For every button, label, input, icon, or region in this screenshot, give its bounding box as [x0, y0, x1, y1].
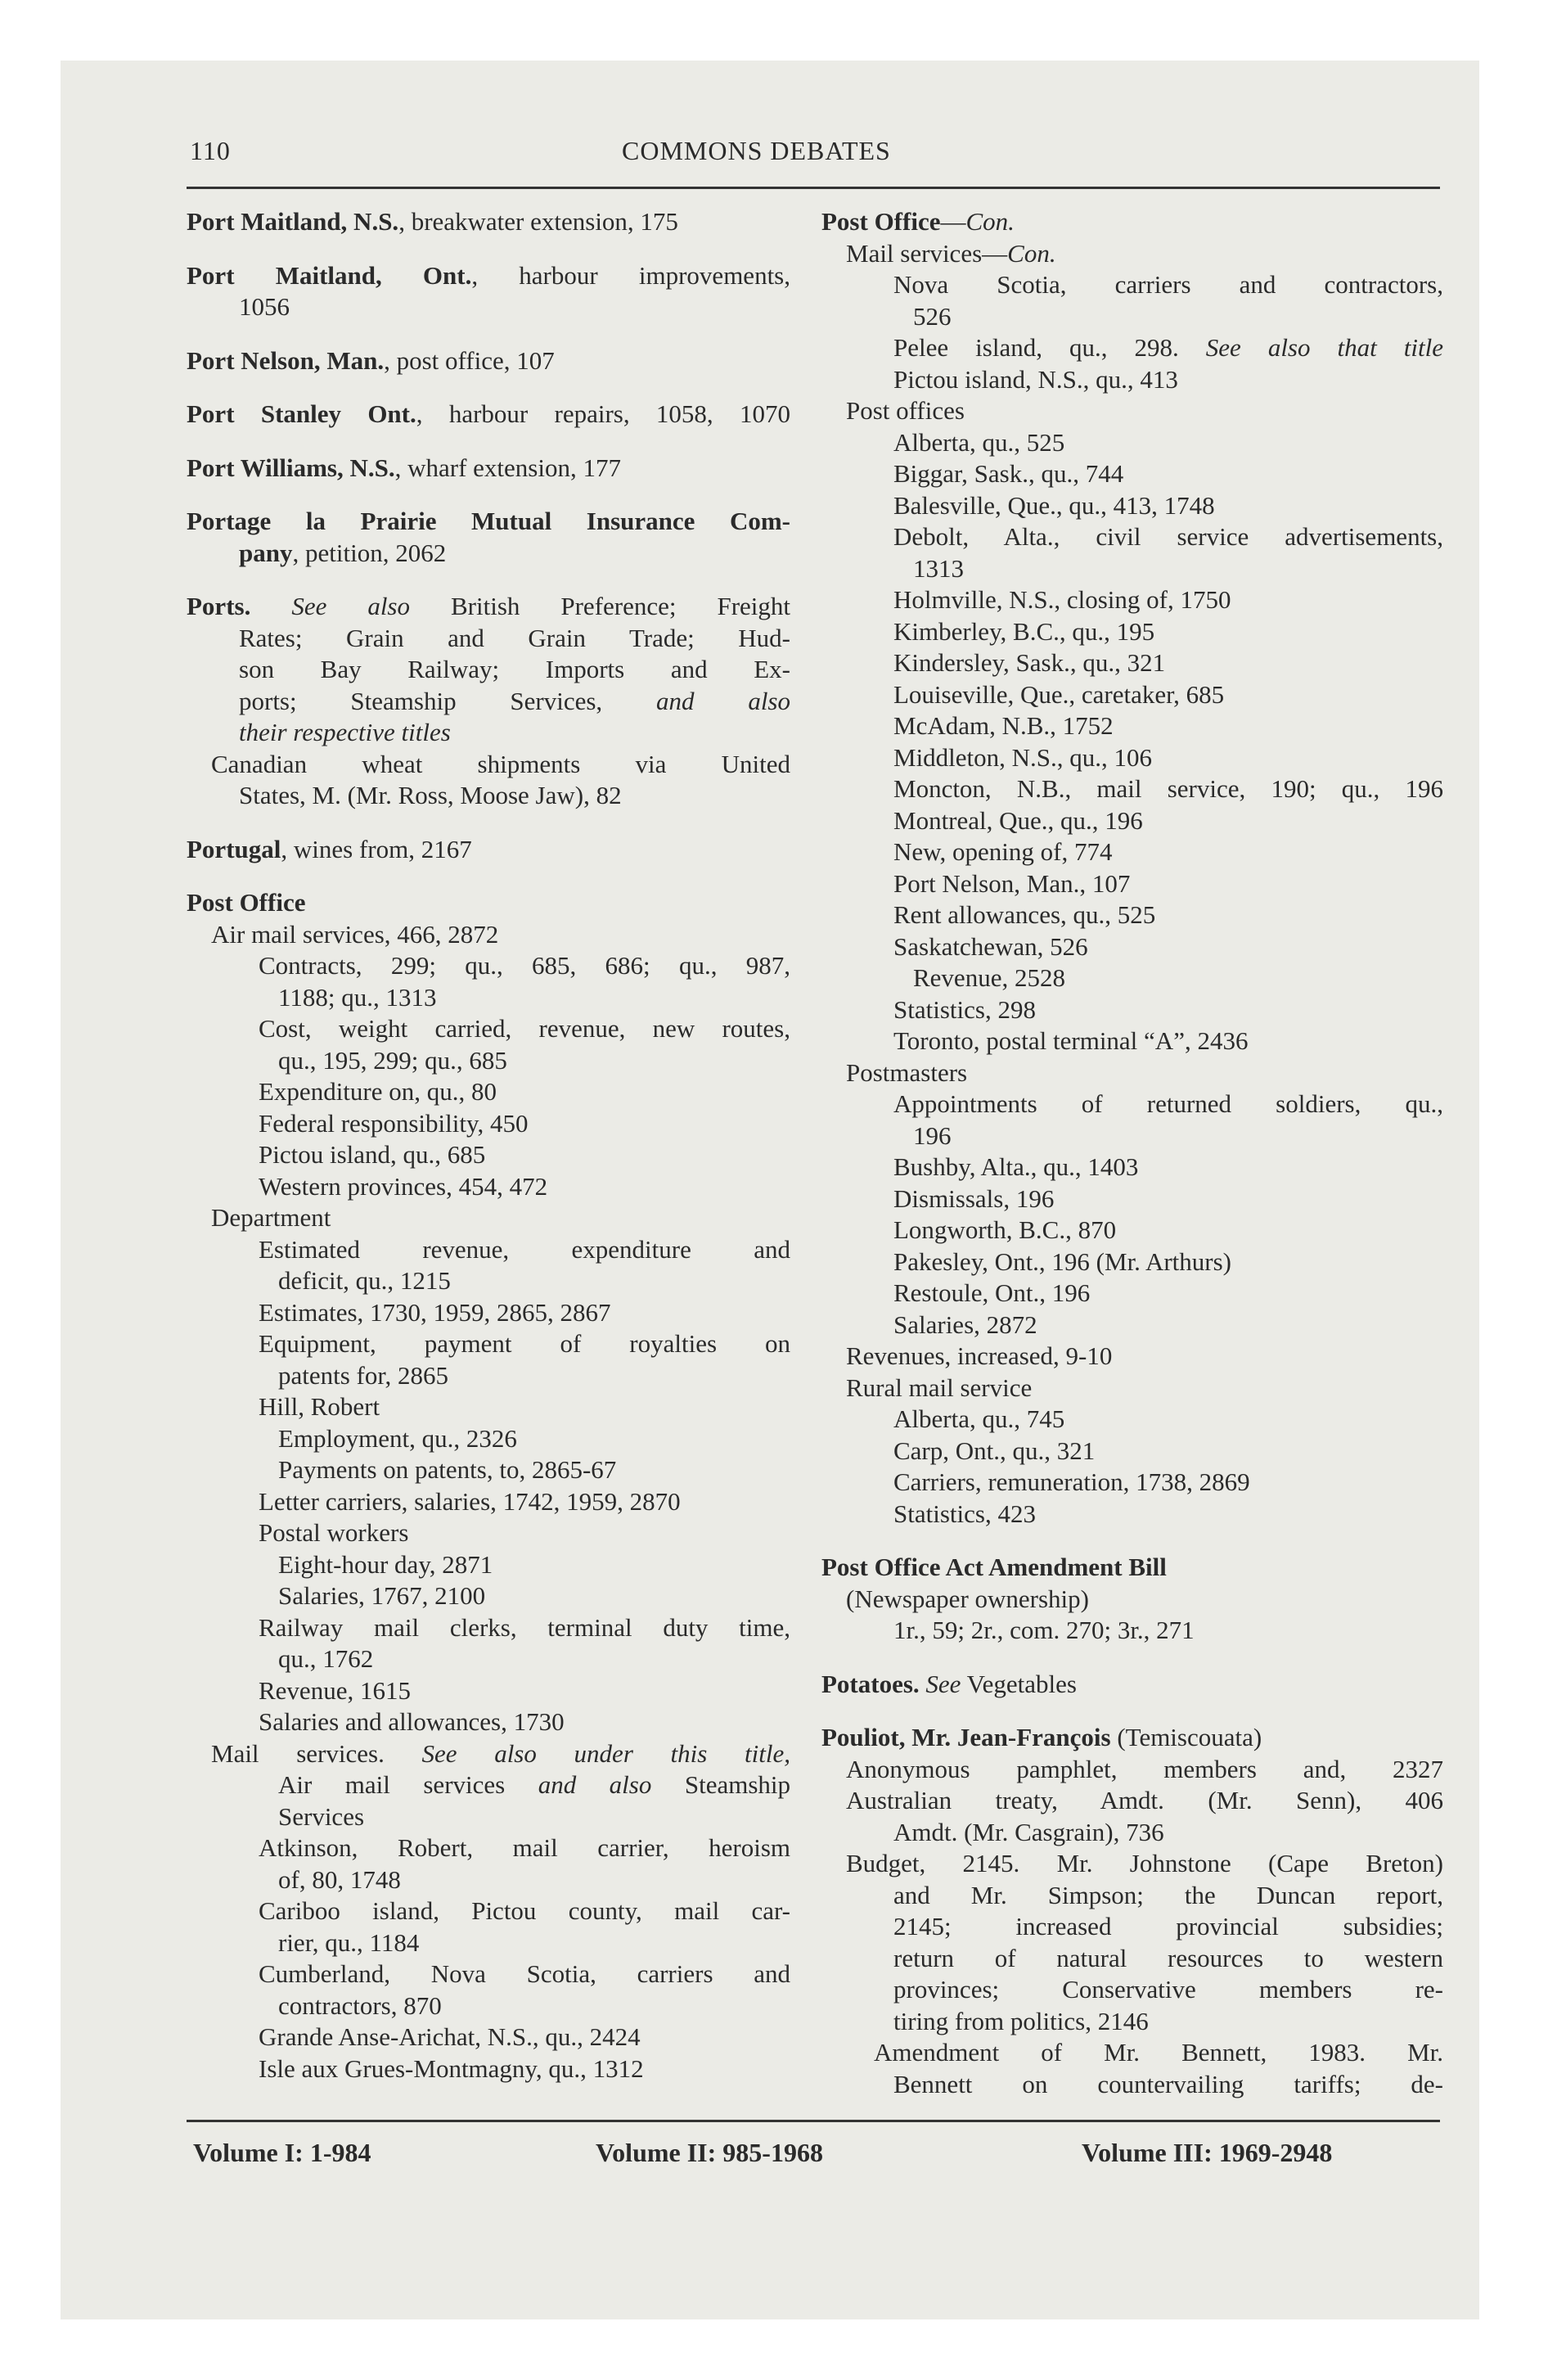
- index-heading-line: [187, 453, 790, 485]
- index-text: Air mail services, 466, 2872: [211, 919, 499, 949]
- index-text: Kimberley, B.C., qu., 195: [893, 616, 1155, 646]
- index-subentry-line: [187, 717, 790, 749]
- index-subentry-line: [187, 686, 790, 718]
- index-subentry-line: [821, 836, 1443, 868]
- index-text: Western provinces, 454, 472: [259, 1171, 548, 1201]
- index-text: Pelee island, qu., 298. See also that title: [893, 333, 1443, 362]
- index-subentry-line: [187, 1265, 790, 1297]
- entry-gap: [187, 323, 790, 345]
- index-text: provinces; Conservative members re-: [893, 1975, 1443, 2004]
- index-heading: Port Maitland, N.S.: [187, 207, 399, 236]
- index-subentry-line: [821, 364, 1443, 396]
- index-text: Cariboo island, Pictou county, mail car-: [259, 1896, 790, 1925]
- index-text: Revenues, increased, 9-10: [846, 1341, 1113, 1370]
- index-heading-line: [187, 591, 790, 623]
- index-text: Services: [278, 1801, 365, 1831]
- footer-volume-1: Volume I: 1-984: [193, 2138, 371, 2167]
- index-text: 1r., 59; 2r., com. 270; 3r., 271: [893, 1616, 1195, 1644]
- index-subentry-line: [821, 1215, 1443, 1246]
- index-subentry-line: [821, 301, 1443, 333]
- entry-gap: [821, 1530, 1443, 1552]
- index-subentry-line: [187, 1234, 790, 1266]
- index-subentry-line: [187, 1139, 790, 1171]
- index-subentry-line: [187, 1517, 790, 1549]
- footer-volume-3: Volume III: 1969-2948: [1082, 2138, 1333, 2167]
- index-text: Montreal, Que., qu., 196: [893, 805, 1143, 835]
- index-subentry-line: [821, 962, 1443, 994]
- index-subentry-line: [187, 950, 790, 982]
- index-text: McAdam, N.B., 1752: [893, 711, 1114, 740]
- index-text: Restoule, Ont., 196: [893, 1278, 1091, 1307]
- index-subentry-line: [821, 679, 1443, 711]
- index-subentry-line: [187, 1580, 790, 1612]
- index-text: qu., 195, 299; qu., 685: [278, 1045, 507, 1075]
- index-text: Equipment, payment of royalties on: [259, 1329, 790, 1358]
- index-heading-line: [187, 506, 790, 538]
- index-subentry-line: [187, 1643, 790, 1675]
- index-subentry-line: [187, 1486, 790, 1518]
- index-text: (Temiscouata): [1110, 1723, 1262, 1751]
- entry-gap: [187, 865, 790, 887]
- index-subentry-line: [821, 1584, 1443, 1616]
- index-text: States, M. (Mr. Ross, Moose Jaw), 82: [239, 781, 622, 809]
- index-heading: Portage la Prairie Mutual Insurance Com-: [187, 507, 790, 535]
- index-text: Air mail services and also Steamship: [278, 1770, 790, 1799]
- index-text: Statistics, 298: [893, 994, 1036, 1024]
- index-text: New, opening of, 774: [893, 837, 1113, 866]
- index-subentry-line: [187, 1549, 790, 1581]
- index-subentry-line: [821, 931, 1443, 963]
- index-subentry-line: [821, 490, 1443, 522]
- index-heading: Port Maitland, Ont.: [187, 260, 472, 290]
- index-subentry-line: [821, 1467, 1443, 1499]
- index-heading: Port Stanley Ont.: [187, 399, 416, 428]
- index-heading-line: [187, 345, 790, 377]
- index-subentry-line: [821, 710, 1443, 742]
- index-subentry-line: [187, 982, 790, 1014]
- index-subentry-line: [187, 1612, 790, 1644]
- index-text: Balesville, Que., qu., 413, 1748: [893, 490, 1215, 520]
- index-text: their respective titles: [239, 718, 451, 746]
- index-subentry-line: [821, 1499, 1443, 1530]
- index-heading-line: [187, 399, 790, 430]
- index-text: Amdt. (Mr. Casgrain), 736: [893, 1817, 1164, 1846]
- index-text: return of natural resources to western: [893, 1943, 1443, 1972]
- index-subentry-line: [187, 919, 790, 951]
- index-subentry-line: [187, 1171, 790, 1203]
- index-subentry-line: [187, 1738, 790, 1770]
- index-text: Rates; Grain and Grain Trade; Hud-: [239, 623, 790, 652]
- index-text: , breakwater extension, 175: [398, 207, 678, 236]
- index-text: (Newspaper ownership): [846, 1584, 1089, 1613]
- index-subentry-line: [187, 749, 790, 781]
- index-text: , post office, 107: [384, 345, 555, 375]
- index-text: Kindersley, Sask., qu., 321: [893, 648, 1166, 677]
- index-heading-line: [187, 834, 790, 866]
- index-text: Isle aux Grues-Montmagny, qu., 1312: [259, 2053, 644, 2083]
- index-text: 1056: [239, 292, 290, 321]
- index-heading: Pouliot, Mr. Jean-François: [821, 1723, 1111, 1751]
- index-text: Estimated revenue, expenditure and: [259, 1234, 790, 1264]
- index-subentry-line: [187, 1801, 790, 1833]
- index-subentry-line: [821, 1341, 1443, 1373]
- index-text: Payments on patents, to, 2865-67: [278, 1455, 617, 1484]
- index-subentry-line: [821, 2006, 1443, 2038]
- footer-rule: [187, 2120, 1440, 2122]
- index-heading-line: [187, 887, 790, 919]
- entry-gap: [821, 1647, 1443, 1669]
- index-subentry-line: [187, 1832, 790, 1864]
- index-subentry-line: [821, 1974, 1443, 2006]
- index-text: See also British Preference; Freight: [291, 592, 790, 620]
- index-subentry-line: [821, 1754, 1443, 1786]
- index-subentry-line: [821, 773, 1443, 805]
- index-subentry-line: [821, 1880, 1443, 1912]
- index-subentry-line: [821, 1615, 1443, 1647]
- index-subentry-line: [821, 1785, 1443, 1817]
- index-text: Mail services—Con.: [846, 238, 1056, 268]
- index-heading: Potatoes.: [821, 1669, 920, 1698]
- index-text: Port Nelson, Man., 107: [893, 868, 1131, 898]
- index-text: Longworth, B.C., 870: [893, 1215, 1117, 1244]
- index-text: —Con.: [940, 207, 1015, 236]
- index-text: 1313: [913, 553, 964, 583]
- index-subentry-line: [821, 742, 1443, 774]
- entry-gap: [187, 238, 790, 260]
- index-heading: Post Office: [187, 888, 306, 917]
- index-subentry-line: [821, 332, 1443, 364]
- index-text: patents for, 2865: [278, 1360, 448, 1390]
- index-text: Nova Scotia, carriers and contractors,: [893, 270, 1443, 299]
- index-subentry-line: [821, 1911, 1443, 1943]
- index-subentry-line: [187, 1864, 790, 1896]
- index-subentry-line: [821, 1848, 1443, 1880]
- index-text: Mail services. See also under this title,: [211, 1738, 790, 1768]
- index-heading: Portugal: [187, 834, 281, 863]
- index-text: Australian treaty, Amdt. (Mr. Senn), 406: [846, 1786, 1443, 1814]
- index-subentry-line: [187, 1202, 790, 1234]
- index-text: Postal workers: [259, 1518, 409, 1547]
- index-subentry-line: [821, 899, 1443, 931]
- index-text: tiring from politics, 2146: [893, 2006, 1149, 2035]
- index-subentry-line: [187, 623, 790, 655]
- index-text: Federal responsibility, 450: [259, 1108, 529, 1138]
- index-subentry-line: [821, 521, 1443, 553]
- index-subentry-line: [821, 458, 1443, 490]
- index-text: qu., 1762: [278, 1644, 374, 1673]
- running-header: COMMONS DEBATES: [622, 136, 891, 165]
- entry-gap: [821, 1700, 1443, 1722]
- index-text: Revenue, 2528: [913, 963, 1065, 992]
- index-subentry-line: [187, 1423, 790, 1455]
- index-subentry-line: [821, 584, 1443, 616]
- index-heading-line: [821, 1669, 1443, 1701]
- index-text: Post offices: [846, 396, 965, 425]
- index-text: Amendment of Mr. Bennett, 1983. Mr.: [874, 2038, 1443, 2067]
- index-text: Expenditure on, qu., 80: [259, 1077, 497, 1106]
- index-subentry-line: [187, 1328, 790, 1360]
- index-text: Anonymous pamphlet, members and, 2327: [846, 1754, 1443, 1783]
- index-subentry-line: [821, 2037, 1443, 2069]
- entry-gap: [187, 376, 790, 399]
- index-text: son Bay Railway; Imports and Ex-: [239, 655, 790, 683]
- index-text: Salaries, 2872: [893, 1309, 1037, 1339]
- index-subentry-line: [821, 1404, 1443, 1436]
- entry-gap: [187, 569, 790, 591]
- index-text: , wharf extension, 177: [394, 453, 621, 482]
- index-subentry-line: [821, 1436, 1443, 1467]
- index-text: Hill, Robert: [259, 1392, 380, 1421]
- index-subentry-line: [821, 1246, 1443, 1278]
- index-subentry-line: [187, 1360, 790, 1392]
- index-heading-line: [187, 538, 790, 570]
- index-subentry-line: [187, 1675, 790, 1707]
- index-subentry-line: [187, 1959, 790, 1990]
- index-subentry-line: [187, 2053, 790, 2085]
- index-text: Cost, weight carried, revenue, new routes,: [259, 1014, 790, 1043]
- index-text: contractors, 870: [278, 1990, 442, 2020]
- index-text: Pictou island, qu., 685: [259, 1140, 486, 1169]
- index-subentry-line: [821, 1152, 1443, 1183]
- index-heading-line: [821, 1552, 1443, 1584]
- entry-gap: [187, 484, 790, 506]
- index-subentry-line: [821, 868, 1443, 900]
- index-heading: Post Office Act Amendment Bill: [821, 1553, 1167, 1581]
- index-text: Carriers, remuneration, 1738, 2869: [893, 1467, 1250, 1496]
- index-subentry-line: [821, 994, 1443, 1026]
- index-text: Holmville, N.S., closing of, 1750: [893, 585, 1231, 614]
- index-text: Canadian wheat shipments via United: [211, 749, 790, 778]
- index-text: See Vegetables: [925, 1669, 1077, 1698]
- index-heading-line: [187, 206, 790, 238]
- index-subentry-line: [187, 1076, 790, 1108]
- index-heading: Port Williams, N.S.: [187, 453, 395, 482]
- index-subentry-line: [187, 1706, 790, 1738]
- index-subentry-line: [821, 1183, 1443, 1215]
- index-subentry-line: [821, 395, 1443, 427]
- index-text: 196: [913, 1120, 952, 1150]
- index-text: Louiseville, Que., caretaker, 685: [893, 679, 1225, 709]
- index-text: Postmasters: [846, 1057, 968, 1087]
- index-text: 1188; qu., 1313: [278, 982, 437, 1012]
- index-text: deficit, qu., 1215: [278, 1266, 451, 1295]
- index-text: , harbour repairs, 1058, 1070: [416, 399, 790, 428]
- footer-volume-2: Volume II: 985-1968: [596, 2138, 823, 2167]
- index-text: , harbour improvements,: [471, 260, 790, 290]
- index-subentry-line: [187, 1990, 790, 2022]
- index-heading: Post Office: [821, 207, 941, 236]
- header-rule: [187, 187, 1440, 189]
- index-subentry-line: [821, 1025, 1443, 1057]
- index-text: Bennett on countervailing tariffs; de-: [893, 2069, 1443, 2098]
- index-text: Rent allowances, qu., 525: [893, 900, 1156, 929]
- index-text: Railway mail clerks, terminal duty time,: [259, 1612, 790, 1642]
- index-text: Cumberland, Nova Scotia, carriers and: [259, 1959, 790, 1988]
- index-text: Contracts, 299; qu., 685, 686; qu., 987,: [259, 951, 790, 980]
- index-subentry-line: [821, 1057, 1443, 1089]
- index-subentry-line: [187, 1927, 790, 1959]
- index-subentry-line: [187, 1297, 790, 1329]
- index-heading: Port Nelson, Man.: [187, 345, 385, 375]
- index-text: Appointments of returned soldiers, qu.,: [893, 1089, 1443, 1118]
- index-subentry-line: [821, 2069, 1443, 2101]
- index-text: Statistics, 423: [893, 1499, 1036, 1528]
- index-subentry-line: [821, 553, 1443, 585]
- index-subentry-line: [821, 1278, 1443, 1309]
- index-text: Bushby, Alta., qu., 1403: [893, 1152, 1139, 1181]
- index-subentry-line: [821, 647, 1443, 679]
- index-text: Salaries and allowances, 1730: [259, 1707, 565, 1736]
- index-text: of, 80, 1748: [278, 1864, 401, 1894]
- index-text: Pictou island, N.S., qu., 413: [893, 364, 1178, 394]
- index-subentry-line: [821, 1373, 1443, 1404]
- index-subentry-line: [821, 1089, 1443, 1120]
- index-subentry-line: [187, 1391, 790, 1423]
- index-subentry-line: [187, 1045, 790, 1077]
- index-subentry-line: [187, 1108, 790, 1140]
- index-text: Atkinson, Robert, mail carrier, heroism: [259, 1833, 790, 1862]
- index-subentry-line: [821, 1817, 1443, 1849]
- index-heading: Ports.: [187, 592, 251, 620]
- index-subentry-line: [187, 291, 790, 323]
- index-subentry-line: [187, 1769, 790, 1801]
- index-text: rier, qu., 1184: [278, 1927, 420, 1957]
- index-subentry-line: [187, 1454, 790, 1486]
- index-subentry-line: [187, 2022, 790, 2053]
- entry-gap: [187, 430, 790, 453]
- index-subentry-line: [821, 238, 1443, 270]
- index-text: Biggar, Sask., qu., 744: [893, 459, 1124, 488]
- index-text: Moncton, N.B., mail service, 190; qu., 196: [893, 774, 1443, 803]
- index-subentry-line: [821, 269, 1443, 301]
- index-subentry-line: [187, 780, 790, 812]
- index-text: Department: [211, 1203, 331, 1232]
- index-column-left: [187, 206, 790, 2085]
- index-text: Carp, Ont., qu., 321: [893, 1436, 1096, 1465]
- index-text: Employment, qu., 2326: [278, 1423, 517, 1453]
- index-text: 526: [913, 301, 952, 331]
- index-text: Saskatchewan, 526: [893, 931, 1088, 961]
- index-text: Rural mail service: [846, 1373, 1033, 1402]
- index-heading-line: [187, 260, 790, 292]
- index-subentry-line: [187, 1013, 790, 1045]
- index-subentry-line: [821, 616, 1443, 648]
- index-subentry-line: [187, 654, 790, 686]
- index-heading-line: [821, 1722, 1443, 1754]
- index-text: and Mr. Simpson; the Duncan report,: [893, 1880, 1443, 1909]
- entry-gap: [187, 812, 790, 834]
- page-number: 110: [190, 136, 231, 165]
- index-text: Toronto, postal terminal “A”, 2436: [893, 1026, 1249, 1055]
- index-text: Alberta, qu., 745: [893, 1404, 1065, 1433]
- index-heading-line: [821, 206, 1443, 238]
- index-subentry-line: [187, 1895, 790, 1927]
- index-column-right: [821, 206, 1443, 2100]
- index-text: 2145; increased provincial subsidies;: [893, 1912, 1443, 1941]
- index-text: ports; Steamship Services, and also: [239, 686, 790, 715]
- index-text: Letter carriers, salaries, 1742, 1959, 2870: [259, 1486, 681, 1516]
- index-subentry-line: [821, 1309, 1443, 1341]
- index-subentry-line: [821, 1943, 1443, 1975]
- index-text: , wines from, 2167: [281, 834, 472, 863]
- index-text: Grande Anse-Arichat, N.S., qu., 2424: [259, 2022, 641, 2051]
- index-text: Alberta, qu., 525: [893, 427, 1065, 457]
- index-subentry-line: [821, 1120, 1443, 1152]
- index-text: , petition, 2062: [292, 538, 447, 567]
- index-text: Pakesley, Ont., 196 (Mr. Arthurs): [893, 1246, 1232, 1276]
- index-heading: pany: [239, 538, 293, 567]
- index-text: Dismissals, 196: [893, 1183, 1055, 1213]
- index-text: Revenue, 1615: [259, 1675, 411, 1705]
- index-text: Eight-hour day, 2871: [278, 1549, 493, 1579]
- index-text: Middleton, N.S., qu., 106: [893, 742, 1153, 772]
- index-subentry-line: [821, 427, 1443, 459]
- index-text: Salaries, 1767, 2100: [278, 1581, 486, 1610]
- index-text: Debolt, Alta., civil service advertisements,: [893, 522, 1443, 551]
- index-subentry-line: [821, 805, 1443, 837]
- index-text: Budget, 2145. Mr. Johnstone (Cape Breton): [846, 1849, 1443, 1877]
- index-text: Estimates, 1730, 1959, 2865, 2867: [259, 1297, 611, 1327]
